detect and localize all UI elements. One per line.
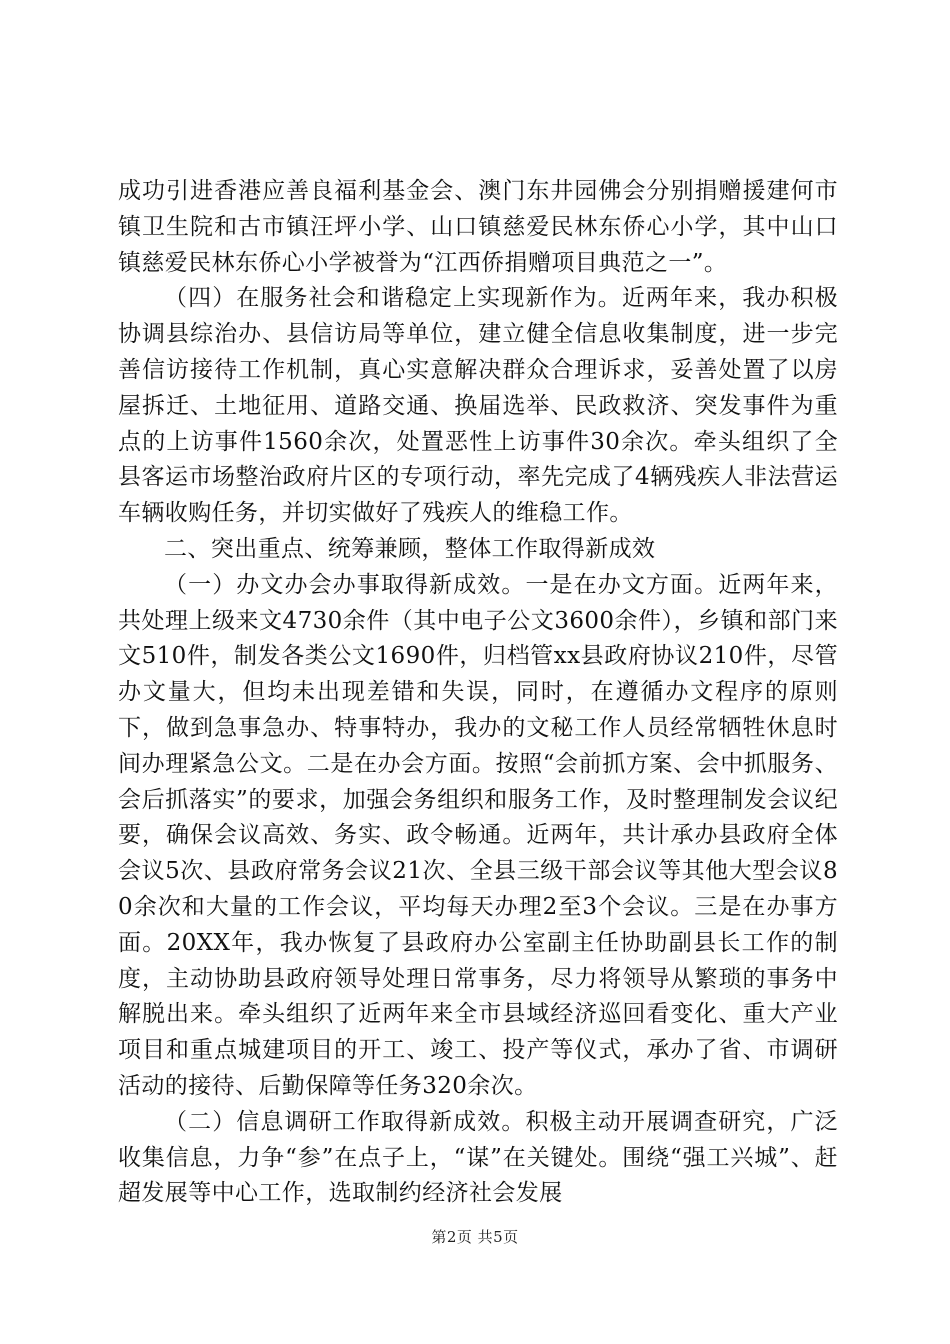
paragraph-subsection-two: （二）信息调研工作取得新成效。积极主动开展调查研究，广泛收集信息，力争“参”在点子上，“谋”在关键处。围绕“强工兴城”、赶超发展等中心工作，选取制约经济社会发展 xyxy=(118,1108,838,1207)
paragraph-continuation: 成功引进香港应善良福利基金会、澳门东井园佛会分别捐赠援建何市镇卫生院和古市镇汪坪小学、山口镇慈爱民林东侨心小学，其中山口镇慈爱民林东侨心小学被誉为“江西侨捐赠项目典范之一”。 xyxy=(118,178,838,276)
page-footer xyxy=(0,1226,950,1247)
document-body xyxy=(118,174,838,1212)
section-heading-two: 二、突出重点、统筹兼顾，整体工作取得新成效 xyxy=(164,535,656,562)
page-number-label: 第2页 共5页 xyxy=(431,1228,519,1246)
paragraph-section-four: （四）在服务社会和谐稳定上实现新作为。近两年来，我办积极协调县综治办、县信访局等单位，建立健全信息收集制度，进一步完善信访接待工作机制，真心实意解决群众合理诉求，妥善处置了以房屋拆迁、土地征用、道路交通、换届选举、民政救济、突发事件为重点的上访事件1560余次，处置恶性上访事件30余次。牵头组织了全县客运市场整治政府片区的专项行动，率先完成了4辆残疾人非法营运车辆收购任务，并切实做好了残疾人的维稳工作。 xyxy=(118,285,838,527)
paragraph-subsection-one: （一）办文办会办事取得新成效。一是在办文方面。近两年来，共处理上级来文4730余件（其中电子公文3600余件），乡镇和部门来文510件，制发各类公文1690件，归档管xx县政府协议210件，尽管办文量大，但均未出现差错和失误，同时，在遵循办文程序的原则下，做到急事急办、特事特办，我办的文秘工作人员经常牺牲休息时间办理紧急公文。二是在办会方面。按照“会前抓方案、会中抓服务、会后抓落实”的要求，加强会务组织和服务工作，及时整理制发会议纪要，确保会议高效、务实、政令畅通。近两年，共计承办县政府全体会议5次、县政府常务会议21次、全县三级干部会议等其他大型会议80余次和大量的工作会议，平均每天办理2至3个会议。三是在办事方面。20XX年，我办恢复了县政府办公室副主任协助副县长工作的制度，主动协助县政府领导处理日常事务，尽力将领导从繁琐的事务中解脱出来。牵头组织了近两年来全市县域经济巡回看变化、重大产业项目和重点城建项目的开工、竣工、投产等仪式，承办了省、市调研活动的接待、后勤保障等任务320余次。 xyxy=(118,571,838,1099)
